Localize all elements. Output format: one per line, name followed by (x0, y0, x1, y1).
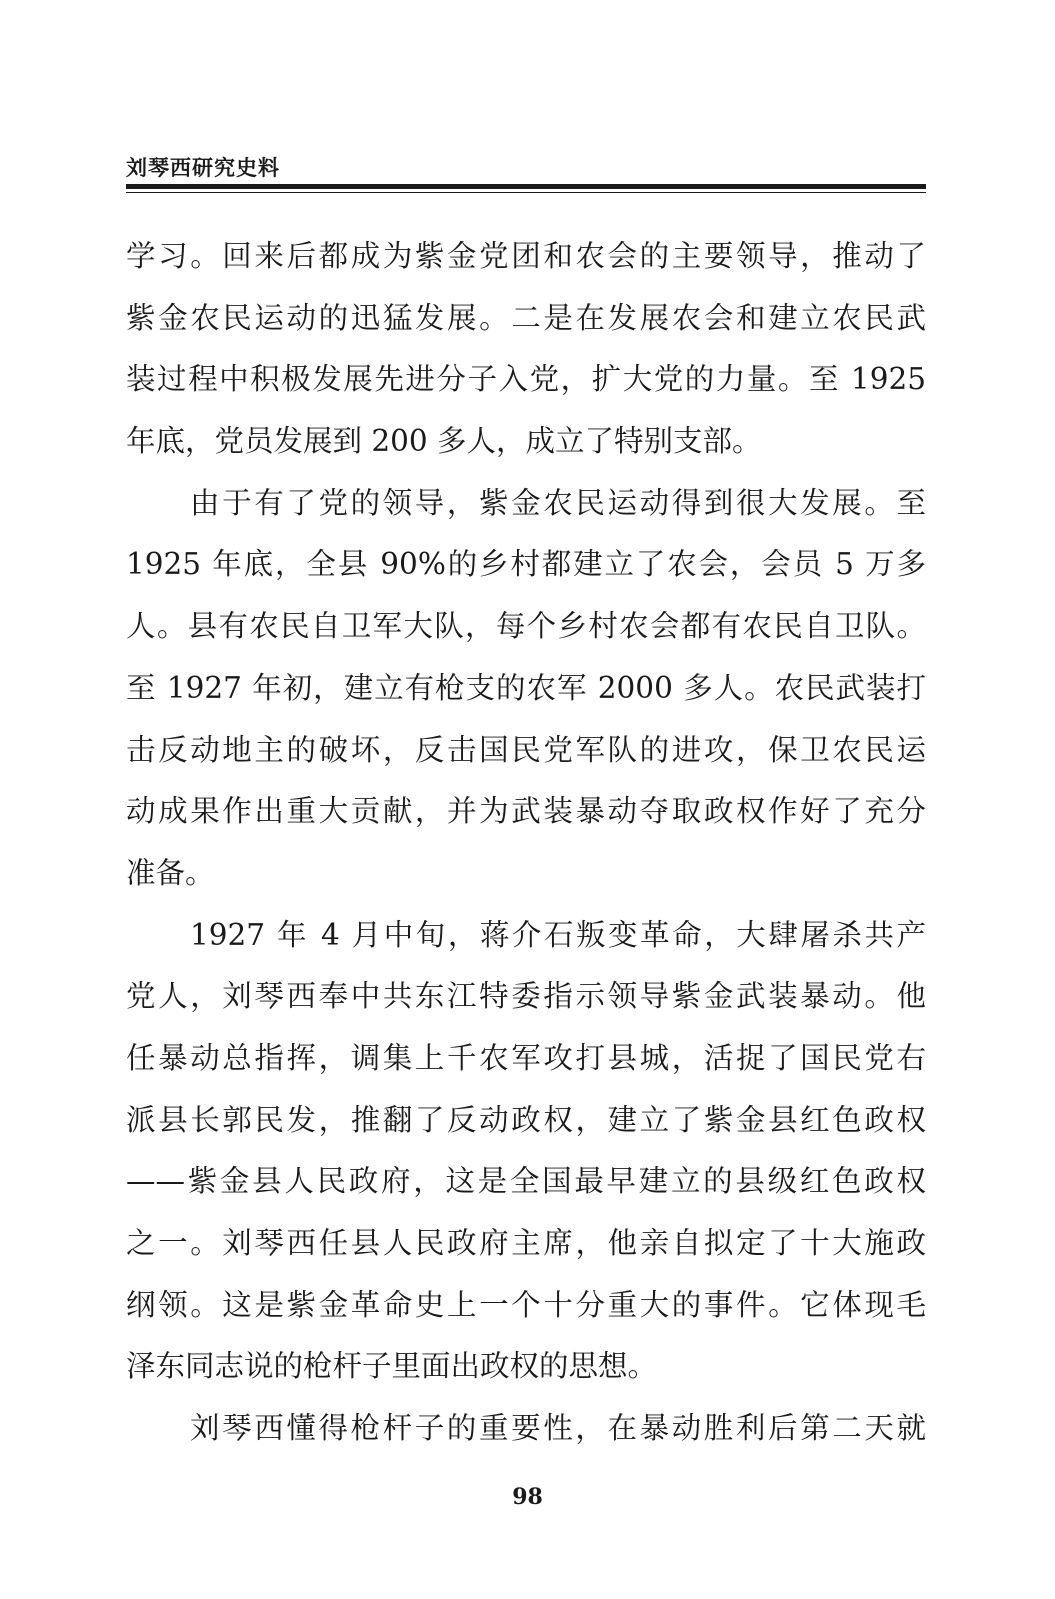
text-line: 派县长郭民发，推翻了反动政权，建立了紫金县红色政权 (126, 1102, 926, 1137)
running-header-title: 刘琴西研究史料 (126, 156, 280, 180)
text-line: 之一。刘琴西任县人民政府主席，他亲自拟定了十大施政 (126, 1226, 926, 1260)
header-rule-thin (126, 192, 926, 193)
body-text (126, 226, 926, 1460)
text-line: 任暴动总指挥，调集上千农军攻打县城，活捉了国民党右 (126, 1040, 926, 1075)
text-line: 由于有了党的领导，紫金农民运动得到很大发展。至 (190, 485, 926, 520)
text-line: 紫金农民运动的迅猛发展。二是在发展农会和建立农民武 (126, 300, 926, 335)
text-line: 年底，党员发展到 200 多人，成立了特别支部。 (126, 424, 762, 459)
text-line: 动成果作出重大贡献，并为武装暴动夺取政权作好了充分 (126, 794, 926, 829)
text-line: 刘琴西懂得枪杆子的重要性，在暴动胜利后第二天就 (190, 1411, 926, 1446)
text-line: 学习。回来后都成为紫金党团和农会的主要领导，推动了 (126, 239, 926, 273)
text-line: 至 1927 年初，建立有枪支的农军 2000 多人。农民武装打 (126, 670, 926, 705)
text-line: 党人，刘琴西奉中共东江特委指示领导紫金武装暴动。他 (126, 979, 926, 1014)
text-line: ——紫金县人民政府，这是全国最早建立的县级红色政权 (126, 1164, 926, 1199)
text-line: 击反动地主的破坏，反击国民党军队的进攻，保卫农民运 (126, 732, 926, 767)
text-line: 泽东同志说的枪杆子里面出政权的思想。 (126, 1349, 658, 1384)
text-line: 人。县有农民自卫军大队，每个乡村农会都有农民自卫队。 (126, 609, 926, 644)
page-number: 98 (512, 1484, 543, 1510)
text-line: 装过程中积极发展先进分子入党，扩大党的力量。至 1925 (126, 362, 926, 397)
text-line: 纲领。这是紫金革命史上一个十分重大的事件。它体现毛 (126, 1287, 926, 1322)
text-line: 准备。 (126, 855, 215, 890)
text-line: 1925 年底，全县 90%的乡村都建立了农会，会员 5 万多 (126, 547, 926, 582)
text-line: 1927 年 4 月中旬，蒋介石叛变革命，大肆屠杀共产 (190, 917, 926, 952)
header-rule-thick (126, 184, 926, 189)
